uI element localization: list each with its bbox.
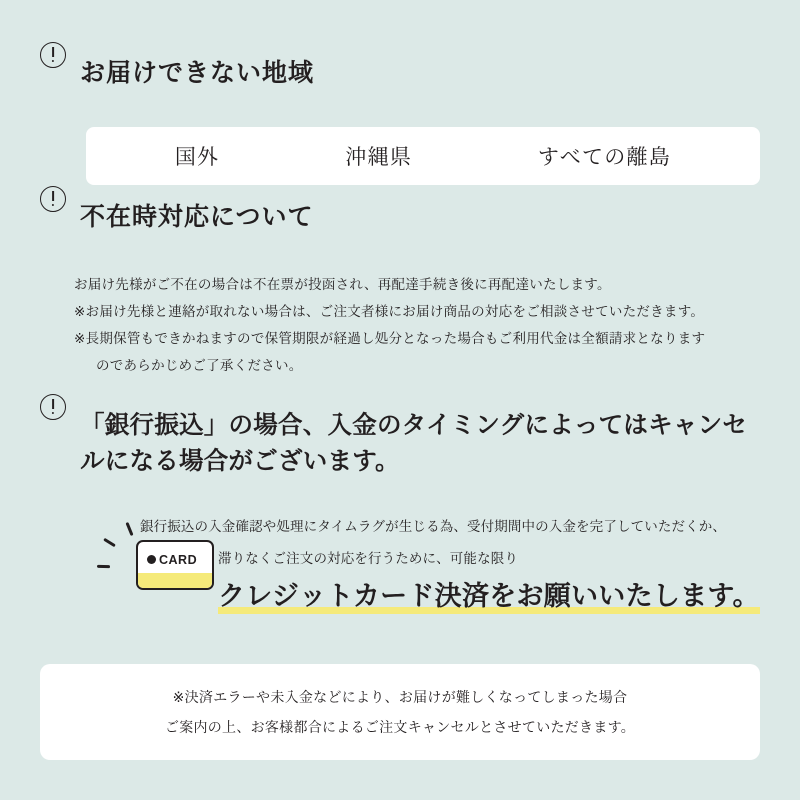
sparkle-icon	[125, 522, 133, 536]
sparkle-icon	[103, 538, 116, 547]
bank-transfer-heading-row	[40, 388, 770, 500]
area-item-2: すべての離島	[537, 146, 672, 170]
card-chip-dot-icon	[147, 555, 156, 564]
absence-line-0: お届け先様がご不在の場合は不在票が投函され、再配達手続き後に再配達いたします。	[74, 277, 611, 293]
bottom-notice-line-2: ご案内の上、お客様都合によるご注文キャンセルとさせていただきます。	[164, 718, 636, 735]
absence-line-2: ※長期保管もできかねますので保管期限が経過し処分となった場合もご利用代金は全額請求となります	[74, 331, 706, 347]
undeliverable-heading: お届けできない地域	[80, 58, 315, 87]
absence-heading: 不在時対応について	[80, 202, 314, 231]
absence-handling-section	[40, 180, 760, 379]
bank-transfer-section	[40, 388, 770, 615]
area-item-0: 国外	[174, 146, 220, 170]
absence-text-list	[74, 271, 760, 379]
absence-line-3: のであらかじめご了承ください。	[96, 358, 303, 374]
bottom-notice-line-1: ※決済エラーや未入金などにより、お届けが難しくなってしまった場合	[172, 688, 628, 705]
credit-card-icon	[136, 540, 214, 590]
bank-transfer-note-1: 銀行振込の入金確認や処理にタイムラグが生じる為、受付期間中の入金を完了していただくか、	[140, 518, 727, 534]
credit-card-illustration	[98, 518, 218, 598]
undeliverable-areas-card	[86, 127, 760, 185]
absence-line-1: ※お届け先様と連絡が取れない場合は、ご注文者様にお届け商品の対応をご相談させていただきます。	[74, 304, 705, 320]
sparkle-icon	[97, 565, 110, 568]
card-label: CARD	[159, 553, 198, 567]
credit-card-emphasis-text: クレジットカード決済をお願いいたします。	[218, 580, 760, 611]
exclamation-circle-icon	[40, 42, 66, 68]
bottom-notice-card	[40, 664, 760, 760]
exclamation-circle-icon	[40, 394, 66, 420]
card-magnetic-band	[138, 573, 212, 588]
credit-card-emphasis-highlight	[218, 574, 760, 615]
undeliverable-heading-row	[40, 36, 760, 111]
exclamation-circle-icon	[40, 186, 66, 212]
absence-heading-row	[40, 180, 760, 255]
area-item-1: 沖縄県	[345, 146, 413, 170]
credit-card-emphasis-row	[218, 574, 760, 615]
bank-transfer-heading: 「銀行振込」の場合、入金のタイミングによってはキャンセルになる場合がございます。	[80, 412, 748, 475]
bank-transfer-note-2: 滞りなくご注文の対応を行うために、可能な限り	[218, 551, 518, 566]
undeliverable-areas-section	[40, 36, 760, 185]
